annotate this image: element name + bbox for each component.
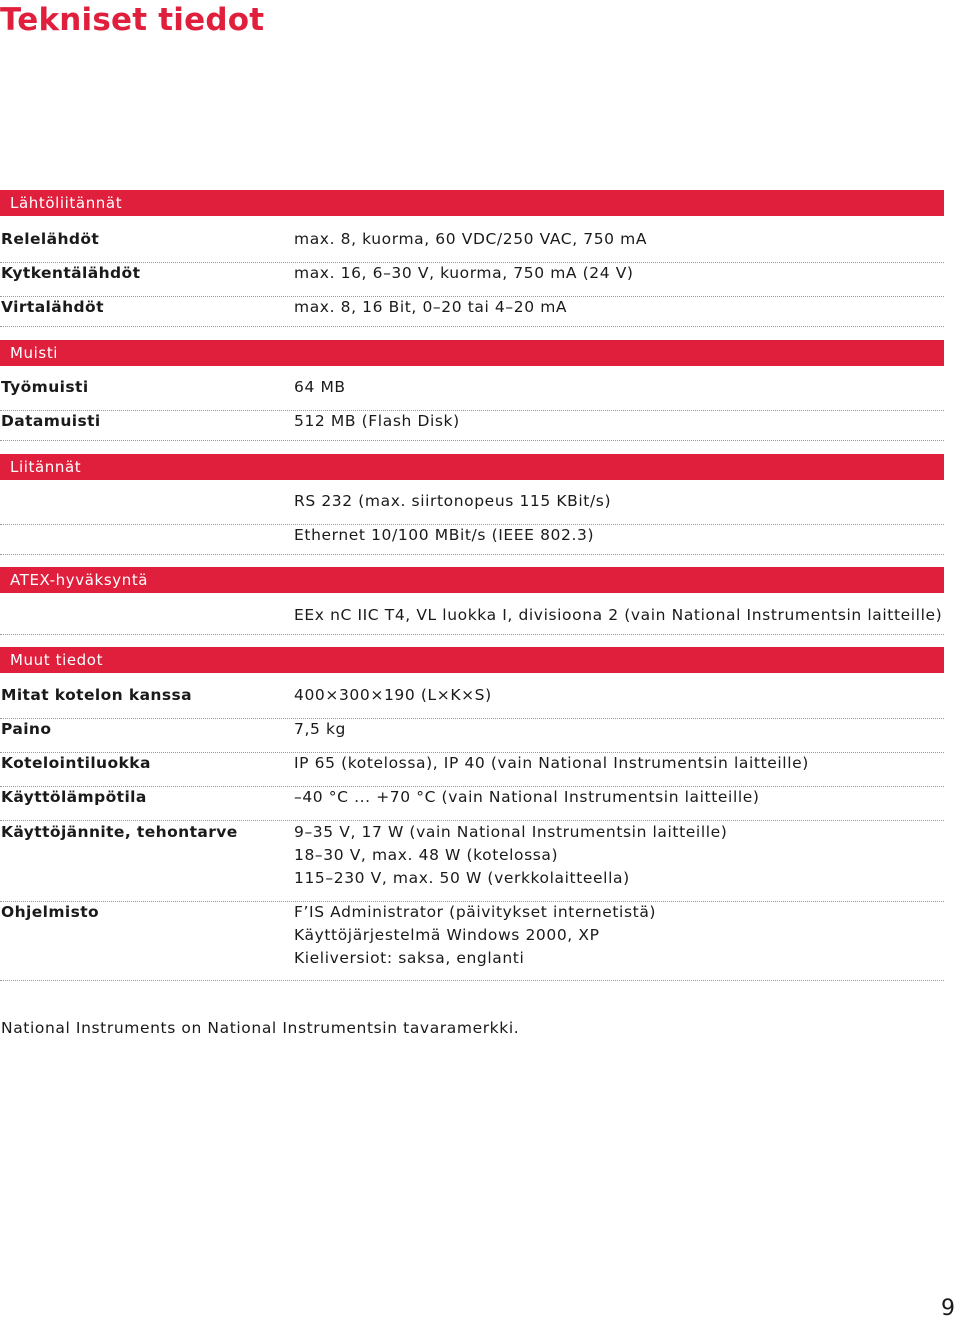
- spec-value-line: max. 8, kuorma, 60 VDC/250 VAC, 750 mA: [294, 230, 648, 248]
- spec-label: Mitat kotelon kanssa: [1, 686, 192, 704]
- spec-value-line: 115–230 V, max. 50 W (verkkolaitteella): [294, 869, 630, 887]
- spec-value-line: 7,5 kg: [294, 720, 346, 738]
- spec-value: [294, 718, 944, 741]
- spec-value: [294, 684, 944, 707]
- trademark-footnote: National Instruments on National Instrumentsin tavaramerkki.: [1, 1019, 520, 1037]
- spec-label: Paino: [1, 720, 52, 738]
- spec-value-line: RS 232 (max. siirtonopeus 115 KBit/s): [294, 492, 612, 510]
- section-header: ATEX-hyväksyntä: [0, 567, 944, 593]
- spec-row: [0, 376, 944, 411]
- spec-value-line: IP 65 (kotelossa), IP 40 (vain National Instrumentsin laitteille): [294, 754, 809, 772]
- spec-value-line: Kieliversiot: saksa, englanti: [294, 949, 525, 967]
- spec-row: [0, 821, 944, 902]
- spec-value: [294, 901, 944, 970]
- spec-value-line: 64 MB: [294, 378, 346, 396]
- spec-value-line: max. 16, 6–30 V, kuorma, 750 mA (24 V): [294, 264, 634, 282]
- spec-label: Kotelointiluokka: [1, 754, 151, 772]
- spec-value: [294, 786, 944, 809]
- spec-value-line: 9–35 V, 17 W (vain National Instrumentsin laitteille): [294, 823, 728, 841]
- spec-value-line: –40 °C ... +70 °C (vain National Instrumentsin laitteille): [294, 788, 760, 806]
- spec-value: [294, 228, 944, 251]
- page-title: Tekniset tiedot: [0, 2, 265, 38]
- spec-value: [294, 752, 944, 775]
- spec-value-line: F’IS Administrator (päivitykset internetistä): [294, 903, 657, 921]
- spec-value-line: max. 8, 16 Bit, 0–20 tai 4–20 mA: [294, 298, 568, 316]
- spec-value: [294, 410, 944, 433]
- spec-row: [0, 604, 944, 635]
- spec-label: Datamuisti: [1, 412, 101, 430]
- spec-row: [0, 490, 944, 525]
- spec-label: Ohjelmisto: [1, 903, 100, 921]
- section-header: Muisti: [0, 340, 944, 366]
- spec-row: [0, 718, 944, 753]
- spec-row: [0, 296, 944, 327]
- spec-label: Relelähdöt: [1, 230, 100, 248]
- spec-row: [0, 901, 944, 981]
- section-header: Muut tiedot: [0, 647, 944, 673]
- spec-label: Virtalähdöt: [1, 298, 104, 316]
- spec-value: [294, 821, 944, 890]
- spec-value-line: 400×300×190 (L×K×S): [294, 686, 492, 704]
- spec-row: [0, 228, 944, 263]
- spec-value: [294, 262, 944, 285]
- page-number: 9: [941, 1296, 955, 1321]
- spec-value-line: Ethernet 10/100 MBit/s (IEEE 802.3): [294, 526, 595, 544]
- spec-value: [294, 376, 944, 399]
- spec-value-line: 18–30 V, max. 48 W (kotelossa): [294, 846, 559, 864]
- spec-value-line: Käyttöjärjestelmä Windows 2000, XP: [294, 926, 600, 944]
- spec-row: [0, 684, 944, 719]
- spec-value-line: EEx nC IIC T4, VL luokka I, divisioona 2 (vain National Instrumentsin laitteille): [294, 606, 943, 624]
- spec-value-line: 512 MB (Flash Disk): [294, 412, 460, 430]
- spec-value: [294, 604, 944, 627]
- spec-value: [294, 296, 944, 319]
- spec-label: Työmuisti: [1, 378, 89, 396]
- spec-value: [294, 524, 944, 547]
- spec-row: [0, 786, 944, 821]
- spec-row: [0, 752, 944, 787]
- section-header: Lähtöliitännät: [0, 190, 944, 216]
- spec-label: Käyttöjännite, tehontarve: [1, 823, 238, 841]
- spec-label: Kytkentälähdöt: [1, 264, 141, 282]
- spec-row: [0, 262, 944, 297]
- spec-value: [294, 490, 944, 513]
- spec-row: [0, 524, 944, 555]
- spec-label: Käyttölämpötila: [1, 788, 147, 806]
- section-header: Liitännät: [0, 454, 944, 480]
- spec-row: [0, 410, 944, 441]
